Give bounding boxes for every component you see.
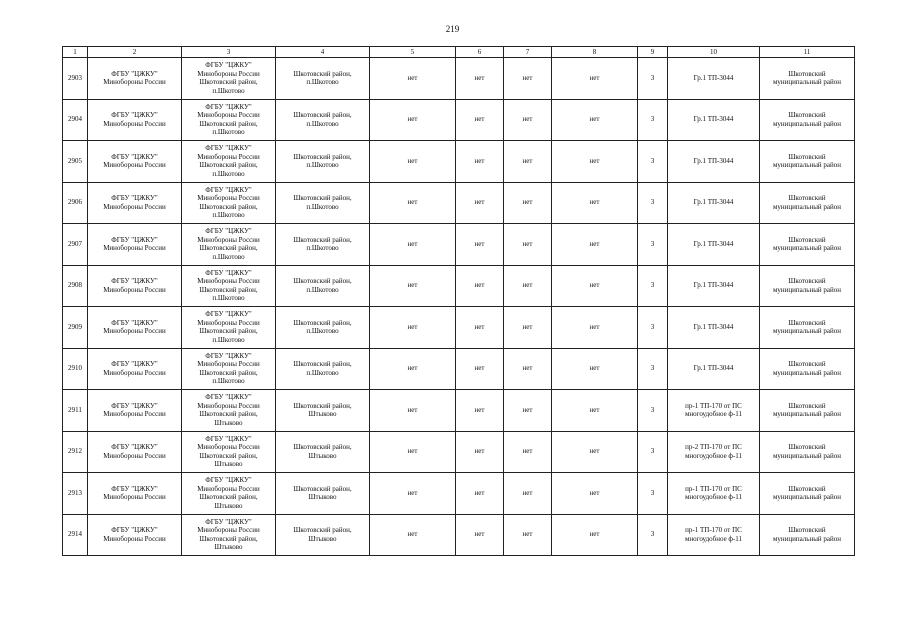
table-cell-col7: нет [504,182,552,224]
cell-line: Шкотовский [788,443,826,452]
table-cell-col8: нет [552,99,638,141]
table-cell-col4 [276,307,370,349]
cell-line: Штыково [214,543,243,552]
table-cell-col3 [182,348,276,390]
table-cell-col6: нет [456,141,504,183]
table-cell-col9: 3 [638,390,668,432]
cell-line: ФГБУ "ЦЖКУ" [205,476,252,485]
table-cell-col7: нет [504,99,552,141]
cell-line: Шкотовский район, [293,152,352,161]
table-cell-col5: нет [370,224,456,266]
table-cell-col8: нет [552,141,638,183]
cell-line: муниципальный район [772,244,842,253]
table-cell-col6: нет [456,58,504,100]
table-cell-col8: нет [552,390,638,432]
cell-line: Шкотовский район, [293,318,352,327]
column-header-3: 3 [182,47,276,58]
table-cell-col3 [182,431,276,473]
cell-line: Минобороны России [103,327,166,336]
table-cell-col10 [668,348,760,390]
table-cell-col1: 2903 [63,58,88,100]
cell-line: ФГБУ "ЦЖКУ" [205,393,252,402]
cell-line: Минобороны России [197,526,260,535]
cell-line: ФГБУ "ЦЖКУ" [205,227,252,236]
table-cell-col10 [668,307,760,349]
cell-line: ФГБУ "ЦЖКУ" [111,277,158,286]
table-cell-col11 [760,224,855,266]
cell-line: муниципальный район [772,327,842,336]
table-cell-col8: нет [552,431,638,473]
registry-table [62,46,855,556]
table-cell-col5: нет [370,99,456,141]
cell-line: пр-1 ТП-170 от ПС [685,484,742,493]
table-cell-col1: 2905 [63,141,88,183]
table-cell-col1: 2914 [63,514,88,556]
cell-line: Шкотовский [788,111,826,120]
cell-line: муниципальный район [772,119,842,128]
cell-line: Гр.1 ТП-3044 [693,281,734,290]
table-row [63,348,855,390]
cell-line: п.Шкотово [212,252,245,261]
cell-line: ФГБУ "ЦЖКУ" [205,351,252,360]
table-cell-col10 [668,473,760,515]
table-cell-col7: нет [504,348,552,390]
table-cell-col6: нет [456,348,504,390]
cell-line: Минобороны России [197,318,260,327]
table-cell-col8: нет [552,307,638,349]
table-row [63,182,855,224]
table-cell-col2 [88,348,182,390]
table-row [63,58,855,100]
cell-line: муниципальный район [772,202,842,211]
cell-line: Минобороны России [103,410,166,419]
table-cell-col11 [760,514,855,556]
cell-line: многоудобное ф-11 [684,410,743,419]
table-cell-col3 [182,473,276,515]
table-cell-col7: нет [504,265,552,307]
cell-line: Шкотовский район, [199,285,258,294]
cell-line: муниципальный район [772,493,842,502]
table-cell-col4 [276,265,370,307]
cell-line: п.Шкотово [306,161,339,170]
table-cell-col4 [276,390,370,432]
table-cell-col4 [276,58,370,100]
cell-line: Шкотовский район, [293,194,352,203]
table-cell-col1: 2908 [63,265,88,307]
table-cell-col6: нет [456,99,504,141]
table-cell-col8: нет [552,265,638,307]
cell-line: ФГБУ "ЦЖКУ" [205,268,252,277]
cell-line: п.Шкотово [306,244,339,253]
cell-line: Гр.1 ТП-3044 [693,239,734,248]
table-cell-col2 [88,58,182,100]
table-cell-col11 [760,58,855,100]
table-cell-col5: нет [370,390,456,432]
cell-line: Шкотовский район, [293,526,352,535]
table-cell-col9: 3 [638,182,668,224]
cell-line: Шкотовский [788,152,826,161]
cell-line: п.Шкотово [306,78,339,87]
cell-line: Шкотовский район, [199,161,258,170]
table-cell-col3 [182,224,276,266]
cell-line: ФГБУ "ЦЖКУ" [111,152,158,161]
cell-line: Штыково [214,460,243,469]
cell-line: Штыково [308,410,337,419]
table-cell-col4 [276,141,370,183]
cell-line: п.Шкотово [212,335,245,344]
table-cell-col11 [760,431,855,473]
cell-line: Минобороны России [103,119,166,128]
cell-line: Минобороны России [103,534,166,543]
column-header-5: 5 [370,47,456,58]
cell-line: муниципальный район [772,285,842,294]
cell-line: ФГБУ "ЦЖКУ" [205,102,252,111]
table-cell-col3 [182,265,276,307]
cell-line: муниципальный район [772,410,842,419]
table-cell-col4 [276,348,370,390]
cell-line: многоудобное ф-11 [684,451,743,460]
table-cell-col6: нет [456,265,504,307]
cell-line: Шкотовский [788,360,826,369]
table-cell-col2 [88,99,182,141]
table-cell-col1: 2904 [63,99,88,141]
table-cell-col7: нет [504,390,552,432]
table-cell-col2 [88,265,182,307]
cell-line: ФГБУ "ЦЖКУ" [111,443,158,452]
cell-line: Минобороны России [103,202,166,211]
cell-line: Минобороны России [197,152,260,161]
table-cell-col8: нет [552,224,638,266]
table-cell-col5: нет [370,473,456,515]
cell-line: Шкотовский район, [199,410,258,419]
cell-line: Шкотовский [788,526,826,535]
table-cell-col3 [182,390,276,432]
table-cell-col9: 3 [638,348,668,390]
table-cell-col11 [760,390,855,432]
table-cell-col2 [88,224,182,266]
table-body [63,58,855,556]
table-cell-col7: нет [504,224,552,266]
cell-line: п.Шкотово [212,128,245,137]
column-header-1: 1 [63,47,88,58]
table-cell-col6: нет [456,514,504,556]
cell-line: ФГБУ "ЦЖКУ" [205,434,252,443]
table-cell-col2 [88,431,182,473]
table-cell-col11 [760,99,855,141]
table-cell-col5: нет [370,514,456,556]
table-cell-col7: нет [504,141,552,183]
cell-line: Минобороны России [197,277,260,286]
table-cell-col8: нет [552,514,638,556]
table-cell-col6: нет [456,182,504,224]
table-cell-col11 [760,348,855,390]
cell-line: Шкотовский [788,277,826,286]
table-cell-col10 [668,390,760,432]
cell-line: Шкотовский район, [293,69,352,78]
cell-line: Минобороны России [197,401,260,410]
table-cell-col1: 2906 [63,182,88,224]
table-cell-col10 [668,141,760,183]
cell-line: п.Шкотово [306,119,339,128]
table-cell-col3 [182,307,276,349]
cell-line: Минобороны России [103,493,166,502]
cell-line: Гр.1 ТП-3044 [693,364,734,373]
table-cell-col2 [88,514,182,556]
table-cell-col10 [668,99,760,141]
cell-line: Шкотовский район, [199,327,258,336]
table-cell-col4 [276,182,370,224]
cell-line: пр-1 ТП-170 от ПС [685,526,742,535]
cell-line: ФГБУ "ЦЖКУ" [111,360,158,369]
table-cell-col7: нет [504,431,552,473]
table-cell-col6: нет [456,307,504,349]
cell-line: пр-1 ТП-170 от ПС [685,401,742,410]
cell-line: Минобороны России [103,244,166,253]
cell-line: Шкотовский район, [293,401,352,410]
table-cell-col8: нет [552,473,638,515]
cell-line: п.Шкотово [212,377,245,386]
table-cell-col10 [668,514,760,556]
cell-line: Штыково [214,501,243,510]
cell-line: Гр.1 ТП-3044 [693,156,734,165]
table-cell-col7: нет [504,307,552,349]
table-cell-col1: 2907 [63,224,88,266]
cell-line: Шкотовский [788,69,826,78]
column-header-2: 2 [88,47,182,58]
column-header-8: 8 [552,47,638,58]
table-cell-col9: 3 [638,265,668,307]
cell-line: Гр.1 ТП-3044 [693,198,734,207]
table-cell-col5: нет [370,265,456,307]
table-cell-col11 [760,473,855,515]
table-cell-col9: 3 [638,431,668,473]
cell-line: Шкотовский [788,318,826,327]
cell-line: п.Шкотово [212,86,245,95]
cell-line: ФГБУ "ЦЖКУ" [205,144,252,153]
cell-line: ФГБУ "ЦЖКУ" [111,111,158,120]
cell-line: п.Шкотово [306,202,339,211]
cell-line: п.Шкотово [306,368,339,377]
table-cell-col9: 3 [638,99,668,141]
table-cell-col11 [760,265,855,307]
table-cell-col5: нет [370,307,456,349]
cell-line: Минобороны России [197,360,260,369]
table-cell-col1: 2910 [63,348,88,390]
cell-line: Шкотовский район, [293,443,352,452]
table-cell-col9: 3 [638,58,668,100]
table-row [63,473,855,515]
table-cell-col5: нет [370,182,456,224]
cell-line: Шкотовский район, [199,78,258,87]
cell-line: муниципальный район [772,534,842,543]
table-cell-col6: нет [456,431,504,473]
cell-line: Шкотовский [788,194,826,203]
cell-line: Штыково [308,451,337,460]
table-row [63,265,855,307]
table-cell-col2 [88,473,182,515]
table-cell-col9: 3 [638,224,668,266]
cell-line: п.Шкотово [212,169,245,178]
table-cell-col4 [276,224,370,266]
table-cell-col8: нет [552,182,638,224]
cell-line: ФГБУ "ЦЖКУ" [205,185,252,194]
cell-line: п.Шкотово [306,285,339,294]
table-cell-col6: нет [456,224,504,266]
table-cell-col10 [668,182,760,224]
cell-line: Шкотовский район, [293,277,352,286]
cell-line: Минобороны России [103,78,166,87]
cell-line: Минобороны России [103,451,166,460]
header-row [63,47,855,58]
cell-line: муниципальный район [772,161,842,170]
table-cell-col1: 2913 [63,473,88,515]
cell-line: Минобороны России [103,285,166,294]
cell-line: Штыково [308,493,337,502]
table-cell-col1: 2909 [63,307,88,349]
table-row [63,514,855,556]
table-cell-col9: 3 [638,473,668,515]
cell-line: Шкотовский [788,235,826,244]
cell-line: Гр.1 ТП-3044 [693,322,734,331]
cell-line: Шкотовский район, [199,493,258,502]
column-header-9: 9 [638,47,668,58]
table-row [63,431,855,473]
cell-line: Минобороны России [103,368,166,377]
table-cell-col9: 3 [638,514,668,556]
table-row [63,224,855,266]
cell-line: ФГБУ "ЦЖКУ" [111,69,158,78]
cell-line: ФГБУ "ЦЖКУ" [111,194,158,203]
cell-line: ФГБУ "ЦЖКУ" [205,310,252,319]
cell-line: Шкотовский район, [199,368,258,377]
cell-line: п.Шкотово [212,211,245,220]
cell-line: многоудобное ф-11 [684,534,743,543]
cell-line: Шкотовский район, [293,111,352,120]
table-cell-col8: нет [552,348,638,390]
table-cell-col11 [760,182,855,224]
column-header-10: 10 [668,47,760,58]
column-header-6: 6 [456,47,504,58]
cell-line: Шкотовский район, [199,451,258,460]
table-cell-col9: 3 [638,141,668,183]
column-header-4: 4 [276,47,370,58]
table-cell-col11 [760,141,855,183]
cell-line: муниципальный район [772,78,842,87]
table-cell-col1: 2911 [63,390,88,432]
table-cell-col4 [276,431,370,473]
table-cell-col3 [182,99,276,141]
cell-line: Гр.1 ТП-3044 [693,115,734,124]
table-cell-col3 [182,182,276,224]
table-cell-col7: нет [504,473,552,515]
table-cell-col10 [668,265,760,307]
cell-line: ФГБУ "ЦЖКУ" [111,401,158,410]
cell-line: Штыково [308,534,337,543]
table-cell-col10 [668,224,760,266]
cell-line: Шкотовский район, [199,534,258,543]
cell-line: Шкотовский район, [199,244,258,253]
cell-line: Шкотовский [788,484,826,493]
table-cell-col5: нет [370,348,456,390]
cell-line: многоудобное ф-11 [684,493,743,502]
column-header-11: 11 [760,47,855,58]
page-number: 219 [445,24,460,34]
cell-line: Шкотовский район, [293,235,352,244]
table-cell-col2 [88,390,182,432]
table-cell-col2 [88,141,182,183]
cell-line: муниципальный район [772,368,842,377]
table-cell-col3 [182,514,276,556]
table-cell-col4 [276,473,370,515]
table-cell-col2 [88,182,182,224]
cell-line: Шкотовский район, [199,119,258,128]
column-header-7: 7 [504,47,552,58]
cell-line: Шкотовский [788,401,826,410]
cell-line: муниципальный район [772,451,842,460]
table-cell-col10 [668,58,760,100]
cell-line: Штыково [214,418,243,427]
cell-line: Шкотовский район, [293,360,352,369]
table-cell-col7: нет [504,514,552,556]
table-cell-col2 [88,307,182,349]
table-cell-col3 [182,141,276,183]
cell-line: Минобороны России [197,443,260,452]
table-cell-col6: нет [456,390,504,432]
cell-line: Гр.1 ТП-3044 [693,73,734,82]
table-row [63,99,855,141]
table-cell-col9: 3 [638,307,668,349]
table-row [63,307,855,349]
table-cell-col11 [760,307,855,349]
table-row [63,141,855,183]
cell-line: ФГБУ "ЦЖКУ" [205,517,252,526]
cell-line: ФГБУ "ЦЖКУ" [205,61,252,70]
cell-line: п.Шкотово [212,294,245,303]
table-cell-col8: нет [552,58,638,100]
cell-line: Минобороны России [197,484,260,493]
cell-line: Шкотовский район, [293,484,352,493]
cell-line: Минобороны России [197,235,260,244]
table-row [63,390,855,432]
table-cell-col5: нет [370,431,456,473]
cell-line: Шкотовский район, [199,202,258,211]
cell-line: Минобороны России [103,161,166,170]
table-cell-col10 [668,431,760,473]
table-cell-col7: нет [504,58,552,100]
cell-line: п.Шкотово [306,327,339,336]
cell-line: пр-2 ТП-170 от ПС [685,443,742,452]
table-cell-col5: нет [370,141,456,183]
cell-line: Минобороны России [197,194,260,203]
table-cell-col4 [276,514,370,556]
cell-line: Минобороны России [197,111,260,120]
table-cell-col5: нет [370,58,456,100]
cell-line: ФГБУ "ЦЖКУ" [111,235,158,244]
cell-line: ФГБУ "ЦЖКУ" [111,526,158,535]
table-cell-col1: 2912 [63,431,88,473]
table-cell-col3 [182,58,276,100]
cell-line: ФГБУ "ЦЖКУ" [111,318,158,327]
cell-line: Минобороны России [197,69,260,78]
cell-line: ФГБУ "ЦЖКУ" [111,484,158,493]
table-cell-col4 [276,99,370,141]
table-cell-col6: нет [456,473,504,515]
